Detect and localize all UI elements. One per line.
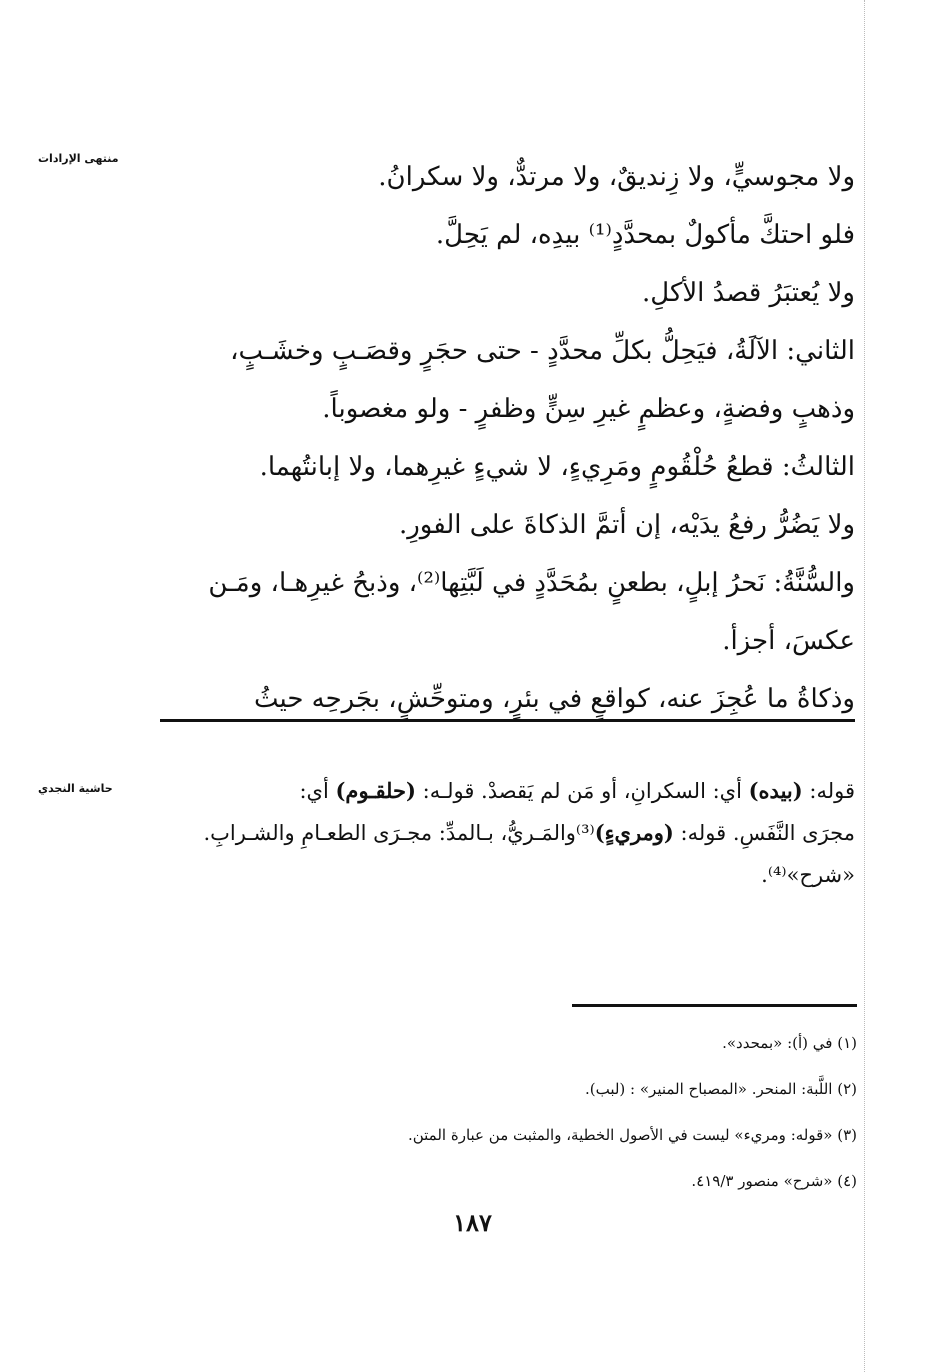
- footnote: (٢) اللَّبة: المنحر. «المصباح المنير» : (لبب).: [584, 1080, 857, 1098]
- commentary-text: أي:: [299, 779, 336, 803]
- main-text-line: ولا يَضُرُّ رفعُ يدَيْه، إن أتمَّ الذكاةَ على الفورِ.: [398, 510, 855, 540]
- commentary-text: ⁽³⁾والمَـريُّ، بـالمدِّ: مجـرَى الطعـامِ والشـرابِ.: [203, 821, 595, 845]
- footnotes-block: [300, 1020, 857, 1204]
- commentary-text: أي: السكرانِ، أو مَن لم يَقصدْ. قولـه:: [415, 779, 749, 803]
- book-title-label: منتهى الإرادات: [38, 152, 119, 165]
- commentary-line: «شرح»⁽⁴⁾.: [761, 863, 855, 887]
- page-edge-line: [864, 0, 865, 1372]
- footnote: (٣) «قوله: ومريء» ليست في الأصول الخطية، والمثبت من عبارة المتن.: [407, 1126, 857, 1144]
- main-text-line: الثاني: الآلَةُ، فيَحِلُّ بكلِّ محدَّدٍ - حتى حجَرٍ وقصَـبٍ وخشَـبٍ،: [230, 336, 855, 366]
- main-text-line: وذهبٍ وفضةٍ، وعظمٍ غيرِ سِنٍّ وظفرٍ - ولو مغصوباً.: [322, 394, 855, 424]
- main-text-line: الثالثُ: قطعُ حُلْقُومٍ ومَرِيءٍ، لا شيءٍ غيرِهما، ولا إبانتُهما.: [259, 452, 855, 482]
- commentary-text: مجرَى النَّفَسِ. قوله:: [673, 821, 855, 845]
- commentary-block: [160, 770, 855, 896]
- main-text-line: عكسَ، أجزأ.: [722, 626, 855, 656]
- commentary-keyword: (ومريءٍ): [594, 820, 674, 845]
- commentary-keyword: (حلقـوم): [335, 778, 416, 803]
- commentary-title-label: حاشية النجدي: [38, 782, 113, 795]
- commentary-keyword: (بيده): [748, 778, 803, 803]
- commentary-line: [160, 770, 855, 812]
- footnote: (١) في (أ): «بمحدد».: [722, 1034, 857, 1052]
- main-text-line: والسُّنَّةُ: نَحرُ إبلٍ، بطعنٍ بمُحَدَّدٍ في لَبَّتِها⁽²⁾، وذبحُ غيرِهـا، ومَـن: [208, 568, 855, 598]
- main-text-block: [160, 148, 855, 728]
- main-text-line: وذكاةُ ما عُجِزَ عنه، كواقعٍ في بئرٍ، ومتوحِّشٍ، بجَرحِه حيثُ: [253, 684, 855, 714]
- page-number: ١٨٧: [453, 1208, 492, 1237]
- footnote-divider: [572, 1004, 857, 1007]
- main-text-line: ولا مجوسيٍّ، ولا زِنديقٌ، ولا مرتدٌّ، ولا سكرانُ.: [378, 162, 855, 192]
- main-text-line: ولا يُعتبَرُ قصدُ الأكلِ.: [641, 278, 855, 308]
- main-text-line: فلو احتكَّ مأكولٌ بمحدَّدٍ⁽¹⁾ بيدِه، لم يَحِلَّ.: [435, 220, 855, 250]
- footnote: (٤) «شرح» منصور ٤١٩/٣.: [691, 1172, 857, 1190]
- commentary-line: [160, 812, 855, 854]
- main-text-divider: [160, 719, 855, 722]
- commentary-text: قوله:: [802, 779, 855, 803]
